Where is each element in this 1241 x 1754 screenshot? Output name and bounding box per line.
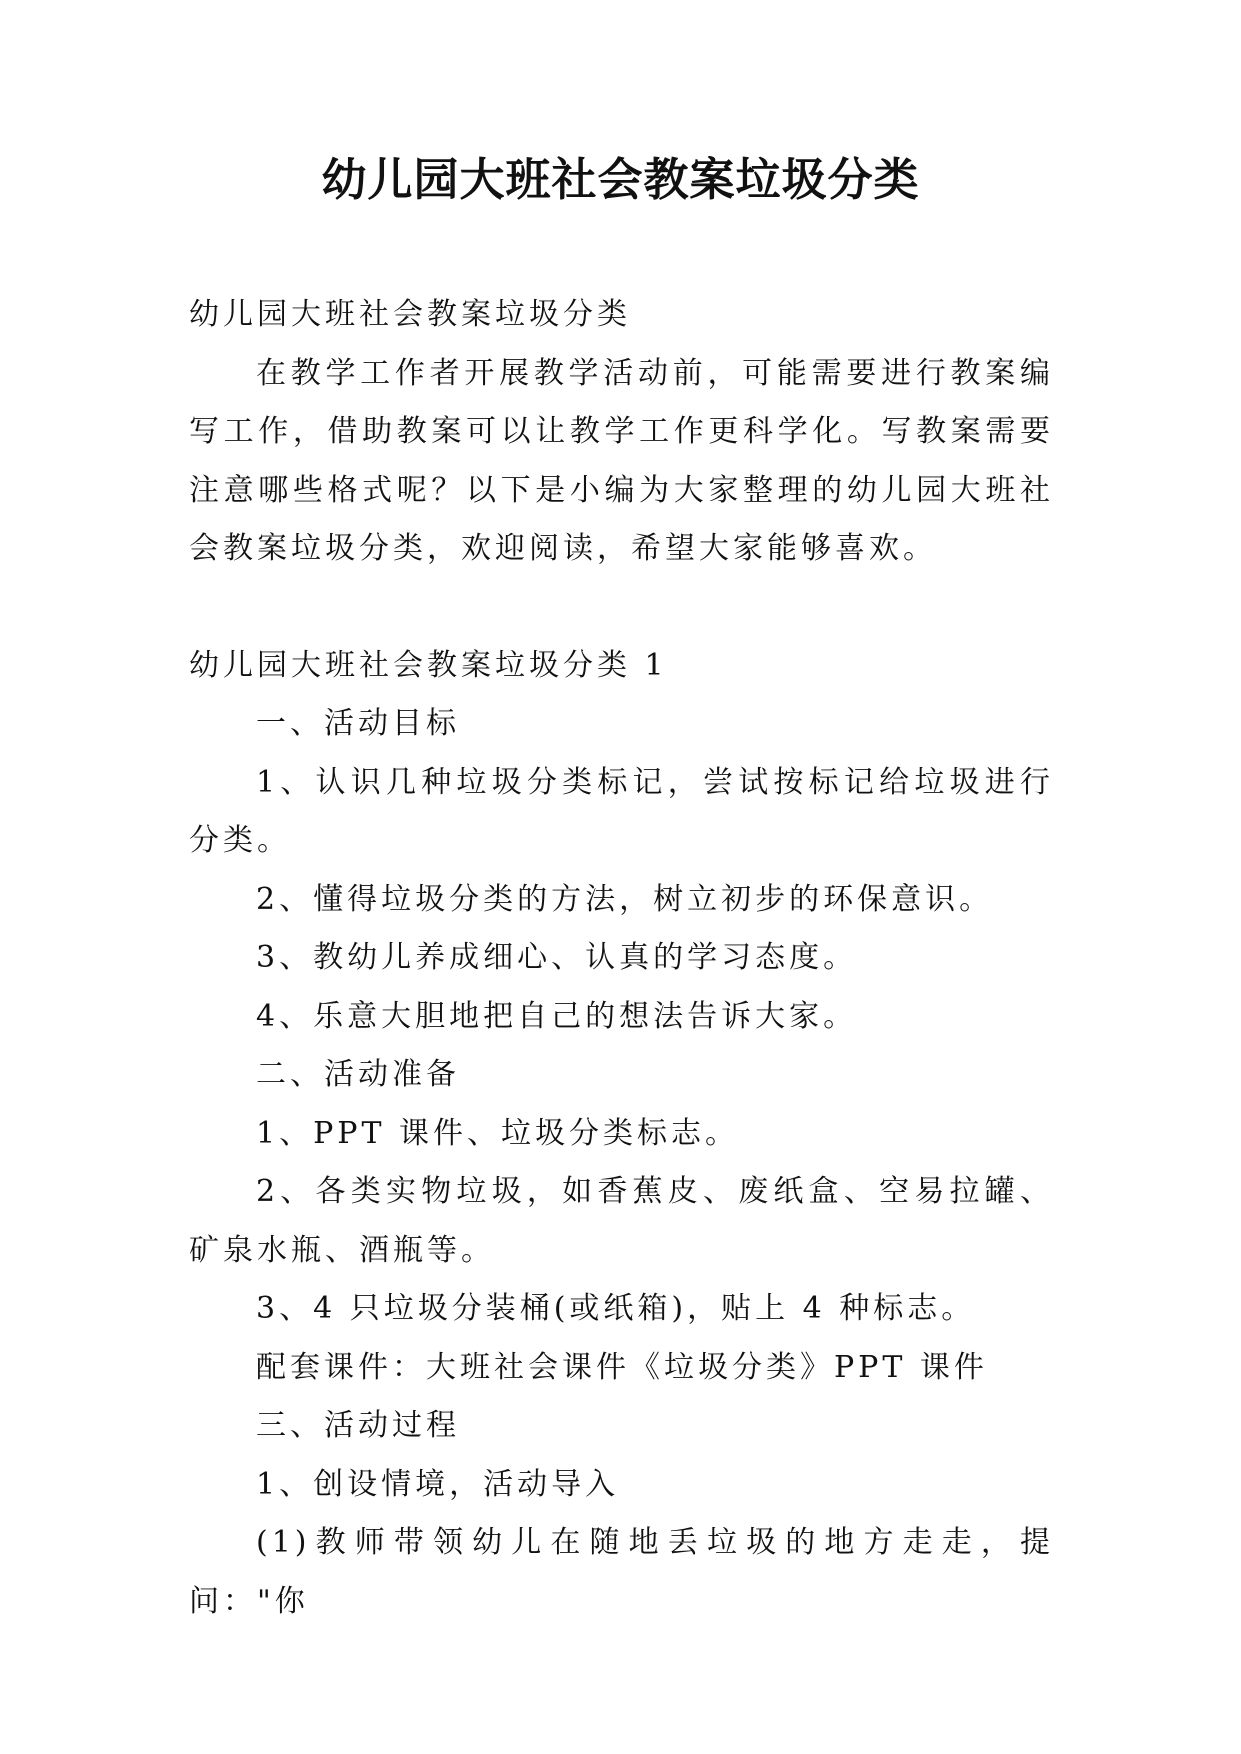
paragraph-spacer bbox=[189, 579, 1054, 637]
goal-item-4: 4、乐意大胆地把自己的想法告诉大家。 bbox=[256, 998, 858, 1034]
heading-activity-goals: 一、活动目标 bbox=[256, 706, 460, 741]
goal-item-2: 2、懂得垃圾分类的方法，树立初步的环保意识。 bbox=[256, 881, 994, 917]
goal-item-1: 1、认识几种垃圾分类标记，尝试按标记给垃圾进行分类。 bbox=[189, 764, 1054, 858]
document-title: 幼儿园大班社会教案垃圾分类 bbox=[321, 153, 920, 206]
intro-paragraph: 在教学工作者开展教学活动前，可能需要进行教案编写工作，借助教案可以让教学工作更科学化。写教案需要注意哪些格式呢？以下是小编为大家整理的幼儿园大班社会教案垃圾分类，欢迎阅读，希望大家能够喜欢。 bbox=[189, 355, 1054, 566]
process-subitem-1: (1)教师带领幼儿在随地丢垃圾的地方走走，提问："你 bbox=[189, 1525, 1054, 1619]
prep-item-3: 3、4 只垃圾分装桶(或纸箱)，贴上 4 种标志。 bbox=[256, 1291, 976, 1326]
subtitle-paragraph: 幼儿园大班社会教案垃圾分类 bbox=[189, 297, 631, 332]
heading-activity-preparation: 二、活动准备 bbox=[256, 1057, 460, 1092]
prep-item-1: 1、PPT 课件、垃圾分类标志。 bbox=[256, 1115, 740, 1151]
section-heading: 幼儿园大班社会教案垃圾分类 1 bbox=[189, 647, 668, 683]
process-item-1: 1、创设情境，活动导入 bbox=[256, 1466, 620, 1502]
document-body bbox=[189, 286, 1054, 1631]
goal-item-3: 3、教幼儿养成细心、认真的学习态度。 bbox=[256, 940, 858, 975]
courseware-note: 配套课件：大班社会课件《垃圾分类》PPT 课件 bbox=[256, 1349, 988, 1385]
prep-item-2: 2、各类实物垃圾，如香蕉皮、废纸盒、空易拉罐、矿泉水瓶、酒瓶等。 bbox=[189, 1174, 1054, 1268]
heading-activity-process: 三、活动过程 bbox=[256, 1408, 460, 1443]
